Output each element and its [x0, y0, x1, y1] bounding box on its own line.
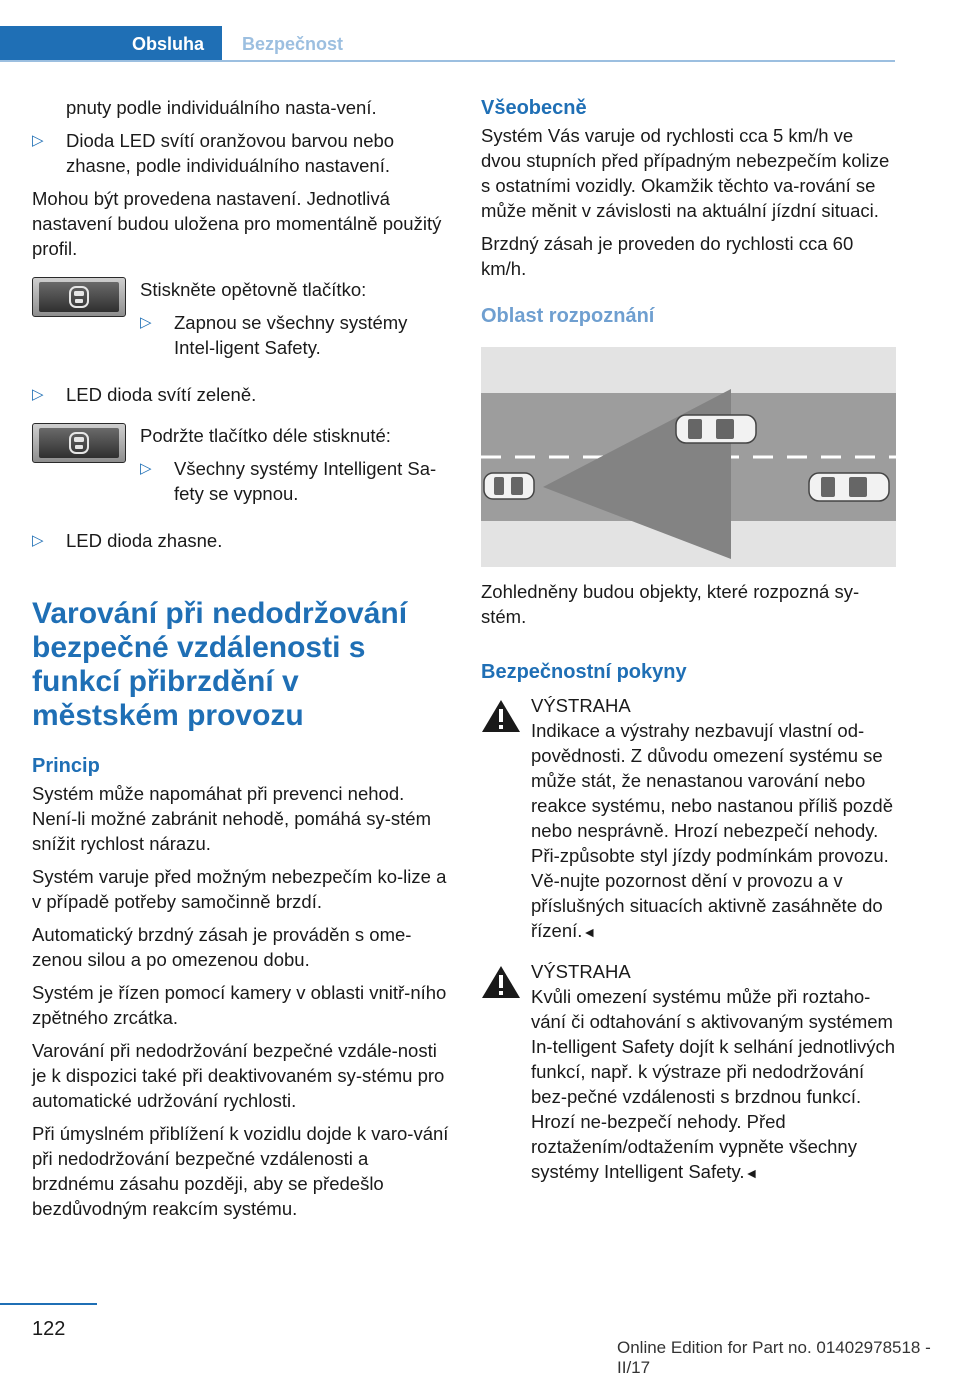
diagram-caption: Zohledněny budou objekty, které rozpozná sy-stém.	[481, 581, 860, 627]
list-item-continuation: pnuty podle individuálního nasta-vení.	[66, 97, 377, 118]
warning-triangle-icon	[481, 699, 521, 733]
warning-text: Kvůli omezení systému může při roztaho-vání či odtahování s aktivovaným systémem In-telligent Safety dojít k selhání jednotlivých funkcí, např. k výstraze při nedodržování bez-pečné vzdálenosti s brzdnou funkcí. Hrozí ne-bezpečí nehody. Před roztažením/odtažením vypněte všechny systémy Intelligent Safety.	[531, 986, 896, 1182]
footer-rule	[0, 1303, 97, 1305]
bullet-triangle-icon: ▷	[140, 314, 152, 331]
end-mark-icon: ◄	[744, 1165, 759, 1181]
instruction-text: Podržte tlačítko déle stisknuté:	[140, 425, 391, 446]
end-mark-icon: ◄	[582, 924, 597, 940]
edition-note: Online Edition for Part no. 01402978518 - II/17	[617, 1338, 931, 1377]
tab-obsluha[interactable]: Obsluha	[0, 26, 222, 62]
list-item	[32, 382, 450, 407]
car-icon	[809, 473, 889, 501]
paragraph: Systém Vás varuje od rychlosti cca 5 km/h ve dvou stupních před případným nebezpečím kolize s ostatními vozidly. Okamžik těchto va-rování se může měnit v závislosti na aktuální jízdní situaci.	[481, 125, 890, 221]
right-column	[481, 95, 896, 1200]
list-item-text: Všechny systémy Intelligent Sa-fety se vypnou.	[174, 458, 437, 504]
warning-text: Indikace a výstrahy nezbavují vlastní od-povědnosti. Z důvodu omezení systému se může stát, že nenastanou varování nebo reakce systému, nebo nastanou příliš pozdě nebo nesprávně. Hrozí nebezpečí nehody. Při-způsobte styl jízdy podmínkám provozu. Vě-nujte pozornost dění v provozu a v příslušných situacích aktivně zasáhněte do řízení.	[531, 720, 893, 941]
list-item	[140, 310, 450, 360]
warning-title: VÝSTRAHA	[531, 695, 631, 716]
car-icon	[676, 415, 756, 443]
section-tabs	[0, 26, 895, 62]
list-item-text: Dioda LED svítí oranžovou barvou nebo zhasne, podle individuálního nastavení.	[66, 130, 395, 176]
subheading-safety: Bezpečnostní pokyny	[481, 661, 687, 683]
paragraph: Při úmyslném přiblížení k vozidlu dojde k varo-vání při nedodržování bezpečné vzdálenosti a brzdnému zásahu později, aby se předešlo bezdůvodným reakcím systému.	[32, 1123, 449, 1219]
list-item	[32, 528, 450, 553]
tab-bezpecnost[interactable]: Bezpečnost	[242, 33, 344, 54]
button-instruction	[32, 277, 450, 368]
detection-area-diagram	[481, 347, 896, 567]
tab-divider	[0, 60, 895, 62]
warning-title: VÝSTRAHA	[531, 961, 631, 982]
car-icon	[484, 473, 534, 499]
safety-button-image	[32, 423, 126, 463]
warning-block	[481, 693, 896, 945]
car-warning-icon	[64, 284, 94, 310]
car-warning-icon	[64, 430, 94, 456]
bullet-triangle-icon: ▷	[32, 532, 44, 549]
list-item-text: Zapnou se všechny systémy Intel-ligent Safety.	[174, 312, 408, 358]
list-item-text: LED dioda zhasne.	[66, 530, 223, 551]
paragraph: Brzdný zásah je proveden do rychlosti cca 60 km/h.	[481, 233, 854, 279]
bullet-triangle-icon: ▷	[32, 386, 44, 403]
list-item-text: LED dioda svítí zeleně.	[66, 384, 257, 405]
subheading-general: Všeobecně	[481, 97, 587, 119]
paragraph: Systém může napomáhat při prevenci nehod. Není-li možné zabránit nehodě, pomáhá sy-stém snížit rychlost nárazu.	[32, 783, 431, 854]
list-item	[140, 456, 450, 506]
left-column	[32, 95, 450, 1229]
subheading-detection-area: Oblast rozpoznání	[481, 305, 655, 327]
section-heading: Varování při nedodržování bezpečné vzdálenosti s funkcí přibrzdění v městském provozu	[32, 597, 408, 732]
bullet-triangle-icon: ▷	[32, 132, 44, 149]
paragraph: Mohou být provedena nastavení. Jednotlivá nastavení budou uložena pro momentálně použitý profil.	[32, 188, 442, 259]
warning-triangle-icon	[481, 965, 521, 999]
bullet-triangle-icon: ▷	[140, 460, 152, 477]
paragraph: Varování při nedodržování bezpečné vzdále-nosti je k dispozici také při deaktivovaném sy-stému pro automatické udržování rychlosti.	[32, 1040, 445, 1111]
paragraph: Automatický brzdný zásah je prováděn s ome-zenou silou a po omezenou dobu.	[32, 924, 412, 970]
button-instruction	[32, 423, 450, 514]
warning-block	[481, 959, 896, 1186]
safety-button-image	[32, 277, 126, 317]
instruction-text: Stiskněte opětovně tlačítko:	[140, 279, 367, 300]
subheading-principle: Princip	[32, 755, 100, 777]
page-number: 122	[32, 1318, 66, 1340]
list-item	[32, 128, 450, 178]
paragraph: Systém varuje před možným nebezpečím ko-lize a v případě potřeby samočinně brzdí.	[32, 866, 447, 912]
paragraph: Systém je řízen pomocí kamery v oblasti vnitř-ního zpětného zrcátka.	[32, 982, 447, 1028]
